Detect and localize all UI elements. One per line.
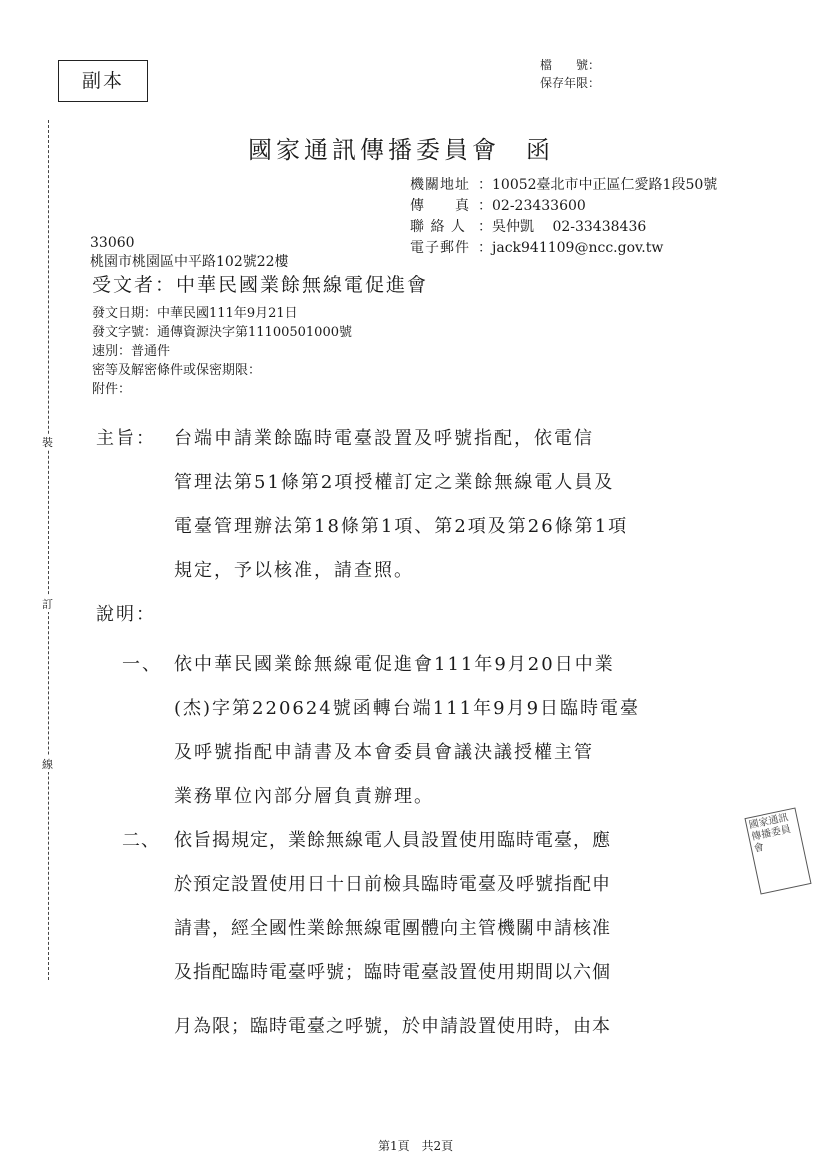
confidentiality: 密等及解密條件或保密期限：	[92, 363, 262, 378]
contact-row: 電子郵件 ：jack941109@ncc.gov.tw	[410, 238, 717, 259]
item1-line: 及呼號指配申請書及本會委員會議決議授權主管	[174, 742, 594, 763]
item2-line: 請書，經全國性業餘無線電團體向主管機關申請核准	[174, 918, 611, 939]
subject-line: 規定，予以核准，請查照。	[174, 560, 414, 581]
margin-mark-staple: 訂	[42, 598, 53, 611]
contact-row: 傳 真 ：02-23433600	[410, 196, 717, 217]
item2-line: 及指配臨時電臺呼號；臨時電臺設置使用期間以六個	[174, 962, 611, 983]
margin-mark-line: 線	[42, 758, 53, 771]
document-number: 發文字號：通傳資源決字第11100501000號	[92, 325, 352, 340]
contact-value: 10052臺北市中正區仁愛路1段50號	[492, 177, 718, 193]
contact-label: 聯 絡 人	[410, 219, 466, 235]
issue-date: 發文日期：中華民國111年9月21日	[92, 306, 298, 321]
item-marker: 二、	[122, 830, 160, 851]
contact-value: 02-23433600	[492, 198, 586, 214]
recipient-address-block	[90, 234, 289, 272]
item1-line: 依中華民國業餘無線電促進會111年9月20日中業	[174, 654, 615, 675]
contact-label: 機關地址	[410, 177, 470, 193]
binding-margin-line	[48, 120, 49, 980]
contact-block	[410, 175, 717, 259]
urgency: 速別：普通件	[92, 344, 171, 359]
retention-period-label: 保存年限：	[540, 76, 601, 90]
copy-stamp-box: 副本	[58, 60, 148, 102]
contact-label: 電子郵件	[410, 240, 470, 256]
contact-row: 聯 絡 人 ：吳仲凱 02-33438436	[410, 217, 717, 238]
contact-value: 吳仲凱 02-33438436	[492, 219, 647, 235]
recipient-line: 受文者：中華民國業餘無線電促進會	[92, 274, 429, 296]
document-type: 函	[526, 136, 554, 164]
subject-line: 電臺管理辦法第18條第1項、第2項及第26條第1項	[174, 516, 629, 537]
item2-line: 月為限；臨時電臺之呼號，於申請設置使用時，由本	[174, 1016, 611, 1037]
item2-line: 於預定設置使用日十日前檢具臨時電臺及呼號指配申	[174, 874, 611, 895]
recipient-postcode: 33060	[90, 235, 135, 251]
contact-row: 機關地址 ：10052臺北市中正區仁愛路1段50號	[410, 175, 717, 196]
page-total: 共2頁	[421, 1139, 454, 1153]
subject-line: 管理法第51條第2項授權訂定之業餘無線電人員及	[174, 472, 615, 493]
item1-line: (杰)字第220624號函轉台端111年9月9日臨時電臺	[174, 698, 641, 719]
file-number-label: 檔 號：	[540, 58, 601, 72]
contact-email[interactable]: jack941109@ncc.gov.tw	[492, 240, 664, 256]
subject-label: 主旨：	[96, 428, 156, 449]
page-number: 第1頁	[378, 1139, 410, 1153]
explanation-label: 說明：	[96, 604, 156, 625]
agency-name: 國家通訊傳播委員會	[248, 136, 500, 164]
recipient-address: 桃園市桃園區中平路102號22樓	[90, 254, 289, 270]
contact-label: 傳 真	[410, 198, 470, 214]
attachments: 附件：	[92, 382, 132, 397]
item-marker: 一、	[122, 654, 162, 675]
item2-line: 依旨揭規定，業餘無線電人員設置使用臨時電臺，應	[174, 830, 611, 851]
item1-line: 業務單位內部分層負責辦理。	[174, 786, 434, 807]
subject-line: 台端申請業餘臨時電臺設置及呼號指配，依電信	[174, 428, 594, 449]
agency-seal-stamp: 國家通訊傳播委員會	[744, 807, 811, 894]
page-footer	[378, 1137, 453, 1154]
document-title	[248, 130, 554, 165]
margin-mark-bind: 裝	[42, 436, 53, 449]
document-meta	[92, 304, 352, 399]
